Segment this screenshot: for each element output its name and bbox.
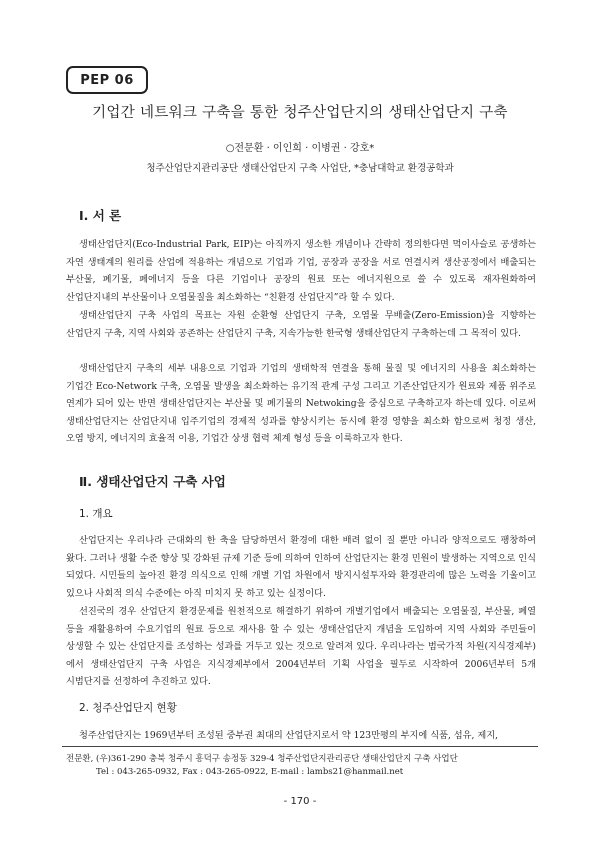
paper-title: 기업간 네트워크 구축을 통한 청주산업단지의 생태산업단지 구축 — [92, 105, 508, 121]
paragraph: 생태산업단지(Eco-Industrial Park, EIP)는 아직까지 생소한 개념이나 간략히 정의한다면 먹이사슬로 공생하는 자연 생태계의 원리를 산업에 적용하는 개념으로 기업과 기업, 공장과 공장을 서로 연결시켜 생산공정에서 배출되는 부산물, 폐기물, 폐에너지 등을 다른 기업이나 공장의 원료 또는 에너지원으로 쓸 수 있도록 재자원화하여 산업단지내의 부산물이나 오염물질을 최소화하는 “친환경 산업단지”라 할 수 있다. — [66, 239, 536, 303]
footnote-contact: Tel : 043-265-0932, Fax : 043-265-0922, E-mail : lambs21@hanmail.net — [96, 767, 404, 777]
paragraph: 생태산업단지 구축의 세부 내용으로 기업과 기업의 생태학적 연결을 통해 물질 및 에너지의 사용을 최소화하는 기업간 Eco-Network 구축, 오염물 발생을 최소화하는 유기적 관계 구성 그리고 기존산업단지가 원료와 제품 위주로 연계가 되어 있는 반면 생태산업단지는 부산물 및 폐기물의 Netwoking을 중심으로 구축하고자 하는데 있다. 이로써 생태산업단지는 산업단지내 입주기업의 경제적 성과를 향상시키는 동시에 환경 영향을 최소화 함으로써 청정 생산, 오염 방지, 에너지의 효율적 이용, 기업간 상생 협력 체계 형성 등을 이룩하고자 한다. — [66, 363, 536, 445]
subsection-heading-overview: 1. 개요 — [79, 508, 113, 520]
page-number: - 170 - — [283, 796, 317, 807]
paragraph: 생태산업단지 구축 사업의 목표는 자원 순환형 산업단지 구축, 오염물 무배출(Zero-Emission)을 지향하는 산업단지 구축, 지역 사회와 공존하는 산업단지 구축, 지속가능한 한국형 생태산업단지 구축하는데 그 목적이 있다. — [66, 310, 536, 339]
footnote-address: 전문환, (우)361-290 충북 청주시 흥덕구 송정동 329-4 청주산업단지관리공단 생태산업단지 구축 사업단 — [66, 754, 458, 764]
session-badge: PEP 06 — [66, 66, 148, 94]
paragraph: 청주산업단지는 1969년부터 조성된 중부권 최대의 산업단지로서 약 123만평의 부지에 식품, 섬유, 제지, — [79, 730, 499, 741]
section-heading-introduction: Ⅰ. 서 론 — [79, 208, 122, 223]
footnote-divider — [62, 746, 538, 747]
section-heading-project: Ⅱ. 생태산업단지 구축 사업 — [79, 474, 226, 489]
paragraph: 산업단지는 우리나라 근대화의 한 축을 담당하면서 환경에 대한 배려 없이 질 뿐만 아니라 양적으로도 팽창하여 왔다. 그러나 생활 수준 향상 및 강화된 규제 기준 등에 의하여 인하여 산업단지는 환경 민원이 발생하는 지역으로 인식 되었다. 시민들의 높아진 환경 의식으로 인해 개별 기업 차원에서 방지시설투자와 환경관리에 많은 노력을 기울이고 있으나 사회적 의식 수준에는 아직 미치지 못 하고 있는 실정이다. — [66, 535, 536, 599]
subsection-heading-status: 2. 청주산업단지 현황 — [79, 702, 177, 714]
authors: ○전문환 · 이인희 · 이병권 · 강호* — [225, 143, 375, 154]
paragraph: 선진국의 경우 산업단지 환경문제를 원천적으로 해결하기 위하여 개별기업에서 배출되는 오염물질, 부산물, 폐열 등을 재활용하여 수요기업의 원료 등으로 재사용 할 수 있는 생태산업단지 개념을 도입하여 지역 사회와 주민들이 상생할 수 있는 산업단지를 조성하는 성과를 거두고 있는 것으로 알려져 있다. 우리나라는 범국가적 차원(지식경제부)에서 생태산업단지 구축 사업은 지식경제부에서 2004년부터 기획 사업을 필두로 시작하여 2006년부터 5개 시범단지를 선정하여 추진하고 있다. — [66, 606, 536, 688]
affiliation: 청주산업단지관리공단 생태산업단지 구축 사업단, *충남대학교 환경공학과 — [146, 163, 454, 174]
